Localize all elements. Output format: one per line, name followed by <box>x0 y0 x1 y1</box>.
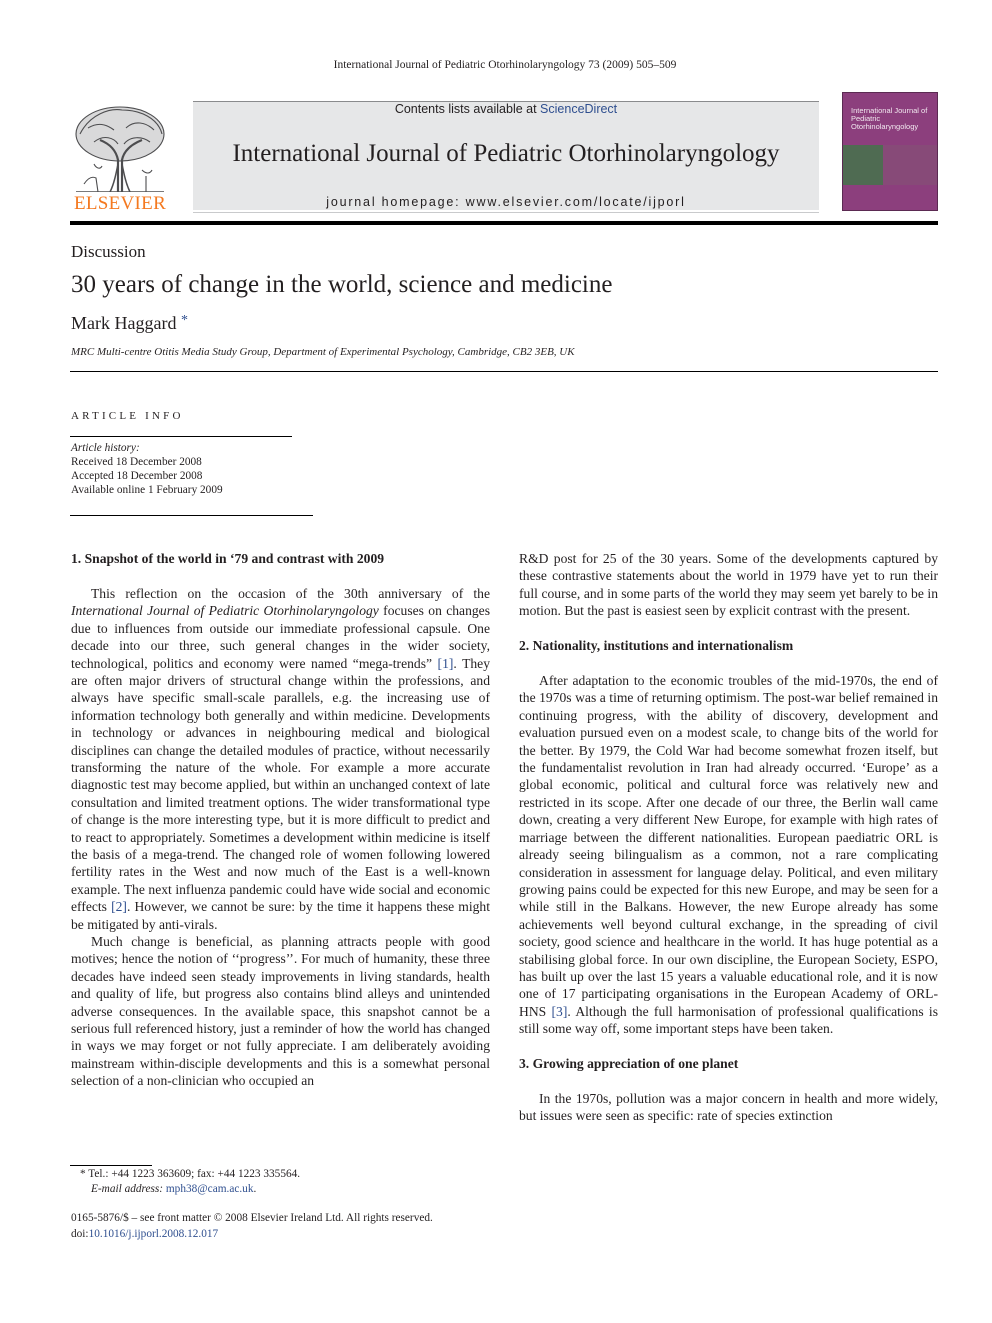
banner-bottom-border <box>193 212 819 213</box>
journal-name-italic: International Journal of Pediatric Otorhinolaryngology <box>71 603 379 619</box>
article-history <box>71 441 223 497</box>
cover-image-overlay <box>883 145 938 185</box>
article-info-rule <box>70 436 292 437</box>
journal-title: International Journal of Pediatric Otorhinolaryngology <box>232 140 780 167</box>
section-2-heading: 2. Nationality, institutions and internationalism <box>519 638 794 654</box>
online-date: Available online 1 February 2009 <box>71 484 223 496</box>
contents-prefix: Contents lists available at <box>394 102 541 116</box>
section-2-paragraph-1: After adaptation to the economic troubles of the mid-1970s, the end of the 1970s was a time of returning optimism. The post-war belief remained in continuing progress, with the ability of discovery, development and evaluation pursued even on a modest scale, to change bits of the world for the better. By 1979, the Cold War had become somewhat frozen itself, but the fundamentalist revolution in Iran had already occurred. ‘Europe’ as a global economic, political and cultural force was relatively new and restricted in its scope. After one decade of our three, the Berlin wall came down, creating a very different New Europe, for example with high rates of marriage between the different nationalities. European paediatric ORL is already seeing bilingualism as a common, not a rare complicating consideration in assessment for language delay. Political, and even military growing pains could be expected for this new Europe, and may be seen for a while still in the Balkans. However, the new Europe already has some achievements well beyond cultural exchange, in the spreading of civil society, good science and healthcare in the world. It has huge potential as a stabilising global force. In our own discipline, the European Society, ESPO, has built up over the last 15 years a valuable educational role, and it is now one of 17 participating organisations in the European Academy of ORL-HNS [3]. Although the full harmonisation of professional qualifications is still some way off, some important steps have been taken. <box>519 673 938 1037</box>
article-title: 30 years of change in the world, science and medicine <box>71 271 613 298</box>
author-footnote-mark[interactable]: * <box>180 313 188 328</box>
title-block-rule <box>70 371 938 372</box>
section-1-heading: 1. Snapshot of the world in ‘79 and contrast with 2009 <box>71 551 385 566</box>
section-3-heading: 3. Growing appreciation of one planet <box>519 1056 739 1072</box>
elsevier-wordmark: ELSEVIER <box>73 193 167 214</box>
tree-emblem-icon <box>70 104 170 192</box>
section-1-paragraph-2-continued: R&D post for 25 of the 30 years. Some of the developments captured by these contrastive statements about the world in 1979 have yet to run their full course, and in some parts of the world they may seem yet barely to be in motion. But the past is easiest seen by explicit contrast with the present. <box>519 551 938 619</box>
email-label: E-mail address: <box>91 1182 164 1195</box>
footnote-rule <box>70 1165 152 1166</box>
article-type: Discussion <box>71 242 146 261</box>
footnote-mark: * <box>80 1168 86 1180</box>
author-line <box>71 313 188 334</box>
author-name: Mark Haggard <box>71 313 177 333</box>
elsevier-logo[interactable] <box>70 104 170 214</box>
received-date: Received 18 December 2008 <box>71 456 202 468</box>
author-footnote <box>71 1167 300 1196</box>
header-rule <box>70 221 938 225</box>
journal-banner <box>193 102 819 210</box>
citation-3-link[interactable]: [3] <box>551 1003 568 1019</box>
accepted-date: Accepted 18 December 2008 <box>71 470 203 482</box>
footnote-contact: Tel.: +44 1223 363609; fax: +44 1223 335564. <box>85 1168 301 1180</box>
cover-title: International Journal of Pediatric Otorhinolaryngology <box>851 106 928 131</box>
body-column-right <box>519 550 938 1125</box>
citation-1-link[interactable]: [1] <box>437 655 454 671</box>
doi-line <box>71 1227 433 1243</box>
imprint-block <box>71 1211 433 1242</box>
section-1-paragraph-2: Much change is beneficial, as planning attracts people with good motives; hence the notion of ‘‘progress’’. For much of humanity, these three decades have indeed seen steady improvements in living standards, health and quality of life, but progress also contains blind alleys and unintended adverse consequences. In the available space, this snapshot cannot be a serious full referenced history, just a reminder of how the world has changed in ways we may forget or not fully appreciate. I am deliberately avoiding mainstream within-disciple developments and this is a somewhat personal selection of a non-clinician who occupied an <box>71 934 490 1089</box>
email-link[interactable]: mph38@cam.ac.uk <box>165 1182 254 1195</box>
journal-cover-thumbnail[interactable] <box>842 92 938 211</box>
copyright-line: 0165-5876/$ – see front matter © 2008 Elsevier Ireland Ltd. All rights reserved. <box>71 1212 433 1224</box>
email-period: . <box>253 1182 257 1195</box>
doi-label: doi: <box>71 1227 89 1240</box>
history-label: Article history: <box>71 442 140 454</box>
citation-2-link[interactable]: [2] <box>111 899 127 915</box>
section-1-paragraph-1: This reflection on the occasion of the 30th anniversary of the International Journal of Pediatric Otorhinolaryngology focuses on changes due to influences from outside our immediate professional capsule. One decade into our three, such general changes in the wider society, technological, politics and economy were named “mega-trends” [1]. They are often major drivers of structural change within the professions, and always have specific small-scale parallels, e.g. the increasing use of information technology both generally and within medicine. Developments in technology or advances in neighbouring medical and biological disciplines can change the detailed modules of practice, without necessarily transforming the nature of the whole. For example a more accurate diagnostic test may become applied, but within an unchanged context of late consultation and limited treatment options. The wider transformational type of change is the more interesting type, but it is more difficult to predict and to react to appropriately. Sometimes a development within medicine is itself the basis of a mega-trend. The changed role of women following lowered fertility rates in the West and now much of the East is a well-known example. The next influenza pandemic could have wide social and economic effects [2]. However, we cannot be sure: by the time it happens these might be mitigated by anti-virals. <box>71 585 491 932</box>
body-column-left <box>71 550 490 1090</box>
contents-line <box>193 102 819 116</box>
doi-link[interactable]: 10.1016/j.ijporl.2008.12.017 <box>88 1227 219 1240</box>
article-info-end-rule <box>70 515 313 516</box>
running-head: International Journal of Pediatric Otorhinolaryngology 73 (2009) 505–509 <box>333 59 677 71</box>
sciencedirect-link[interactable]: ScienceDirect <box>540 102 618 116</box>
article-info-heading: ARTICLE INFO <box>71 410 184 422</box>
journal-homepage-link[interactable]: journal homepage: www.elsevier.com/locate/ijporl <box>326 195 686 209</box>
author-affiliation: MRC Multi-centre Otitis Media Study Group, Department of Experimental Psychology, Cambridge, CB2 3EB, UK <box>71 346 575 358</box>
section-3-paragraph-1: In the 1970s, pollution was a major concern in health and more widely, but issues were seen as specific: rate of species extinction <box>519 1090 938 1124</box>
